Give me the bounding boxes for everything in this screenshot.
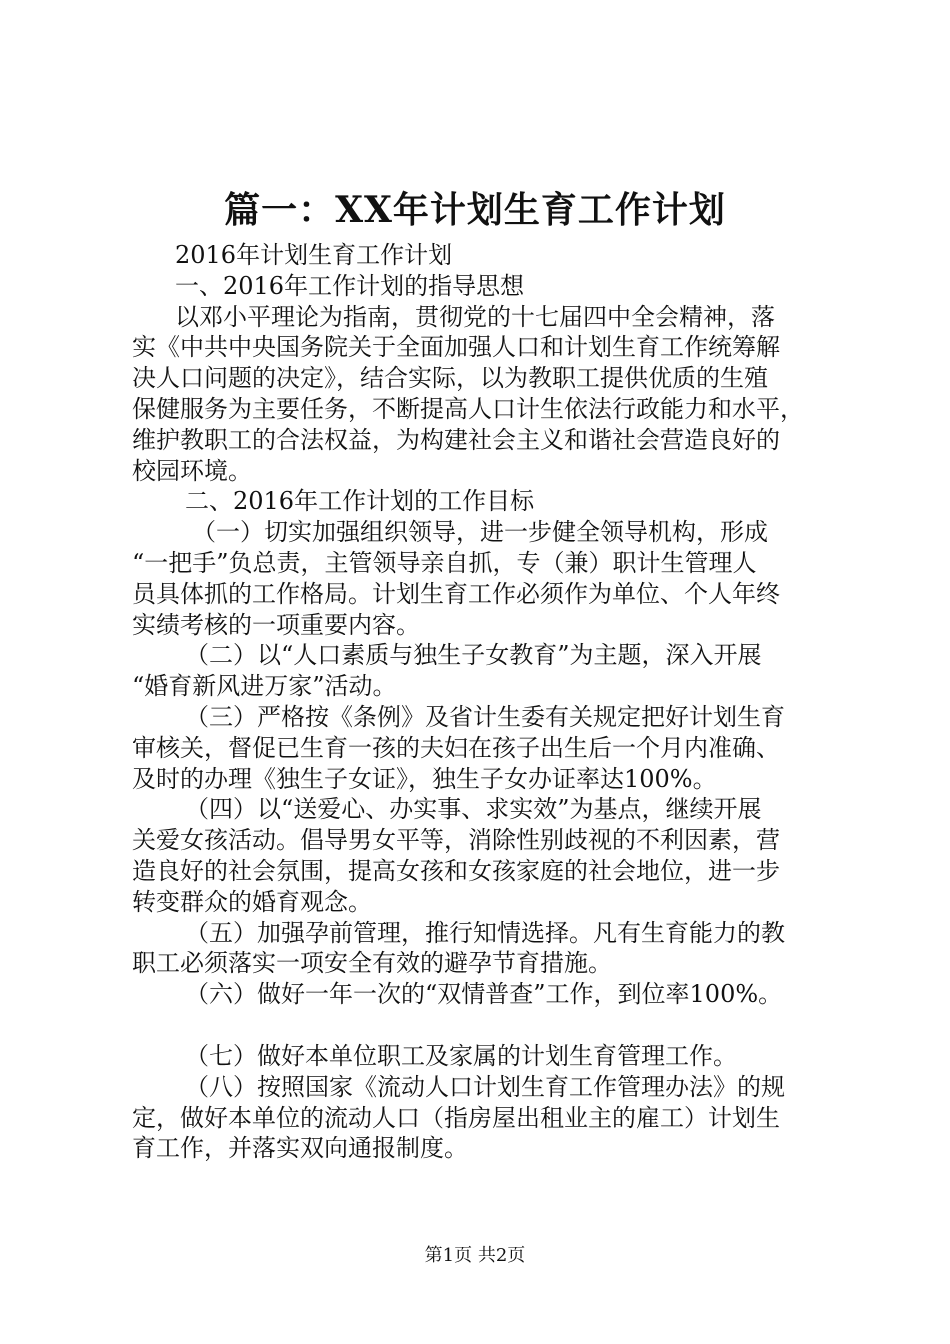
body-line: “一把手”负总责，主管领导亲自抓，专（兼）职计生管理人 <box>132 548 757 577</box>
body-line: （八）按照国家《流动人口计划生育工作管理办法》的规 <box>185 1072 785 1101</box>
body-line: 维护教职工的合法权益，为构建社会主义和谐社会营造良好的 <box>132 425 780 454</box>
paragraph-gap <box>132 1010 832 1041</box>
body-line: 造良好的社会氛围，提高女孩和女孩家庭的社会地位，进一步 <box>132 856 780 885</box>
body-line: 及时的办理《独生子女证》，独生子女办证率达100%。 <box>132 764 717 793</box>
document-title: 篇一：XX年计划生育工作计划 <box>224 189 726 231</box>
body-line: 员具体抓的工作格局。计划生育工作必须作为单位、个人年终 <box>132 579 780 608</box>
body-line: 实《中共中央国务院关于全面加强人口和计划生育工作统筹解 <box>132 333 780 362</box>
body-line: 一、2016年工作计划的指导思想 <box>175 271 525 300</box>
page-footer: 第1页 共2页 <box>424 1245 526 1266</box>
body-line: （三）严格按《条例》及省计生委有关规定把好计划生育 <box>185 702 785 731</box>
body-line: 实绩考核的一项重要内容。 <box>132 610 420 639</box>
body-line: 以邓小平理论为指南，贯彻党的十七届四中全会精神，落 <box>175 302 775 331</box>
body-line: （六）做好一年一次的“双情普查”工作，到位率100%。 <box>185 980 783 1009</box>
body-line: 关爱女孩活动。倡导男女平等，消除性别歧视的不利因素，营 <box>132 826 780 855</box>
body-line: 校园环境。 <box>132 456 252 485</box>
document-body <box>132 240 832 1164</box>
body-line: 定，做好本单位的流动人口（指房屋出租业主的雇工）计划生 <box>132 1103 780 1132</box>
body-line: “婚育新风进万家”活动。 <box>132 672 397 701</box>
body-line: （五）加强孕前管理，推行知情选择。凡有生育能力的教 <box>185 918 785 947</box>
body-line: （一）切实加强组织领导，进一步健全领导机构，形成 <box>192 518 768 547</box>
body-line: 审核关，督促已生育一孩的夫妇在孩子出生后一个月内准确、 <box>132 733 780 762</box>
body-line: 育工作，并落实双向通报制度。 <box>132 1134 468 1163</box>
body-line: （四）以“送爱心、办实事、求实效”为基点，继续开展 <box>185 795 762 824</box>
body-line: 2016年计划生育工作计划 <box>175 241 453 269</box>
body-line: （七）做好本单位职工及家属的计划生育管理工作。 <box>185 1041 737 1070</box>
body-line: 决人口问题的决定》，结合实际，以为教职工提供优质的生殖 <box>132 364 768 393</box>
body-line: 转变群众的婚育观念。 <box>132 887 372 916</box>
body-line: （二）以“人口素质与独生子女教育”为主题，深入开展 <box>185 641 762 670</box>
body-line: 职工必须落实一项安全有效的避孕节育措施。 <box>132 949 612 978</box>
body-line: 二、2016年工作计划的工作目标 <box>185 487 535 516</box>
body-line: 保健服务为主要任务，不断提高人口计生依法行政能力和水平， <box>132 394 804 423</box>
